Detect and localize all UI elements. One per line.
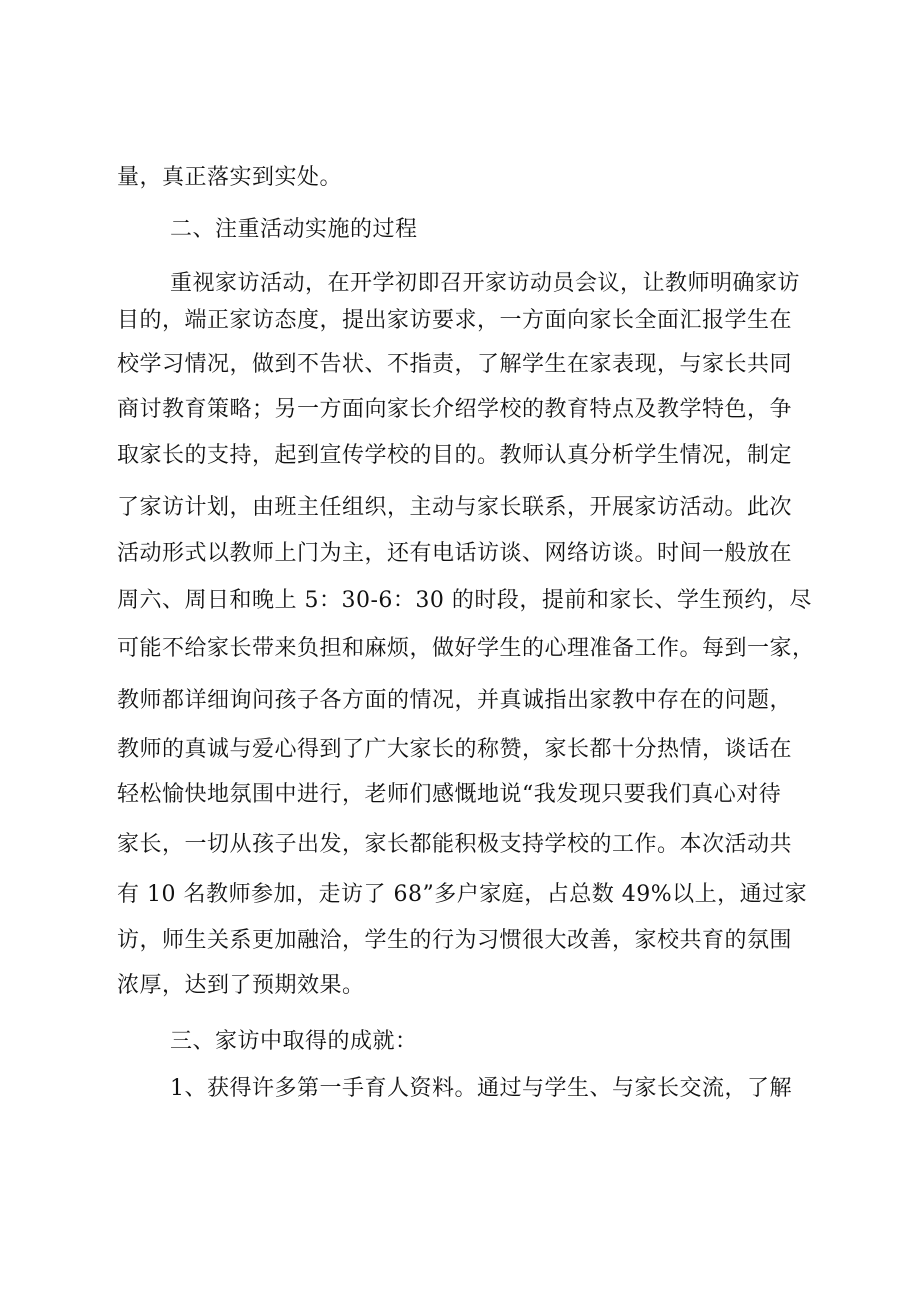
text-line: 目的，端正家访态度，提出家访要求，一方面向家长全面汇报学生在 (117, 308, 793, 333)
text-line: 轻松愉快地氛围中进行，老师们感慨地说“我发现只要我们真心对待 (117, 782, 782, 807)
text-line: 量，真正落实到实处。 (117, 165, 343, 190)
section-heading: 三、家访中取得的成就： (170, 1029, 418, 1054)
text-line: 1、获得许多第一手育人资料。通过与学生、与家长交流，了解 (170, 1076, 792, 1101)
section-heading: 二、注重活动实施的过程 (170, 217, 418, 242)
text-line: 浓厚，达到了预期效果。 (117, 973, 365, 998)
text-line: 重视家访活动，在开学初即召开家访动员会议，让教师明确家访 (170, 271, 801, 296)
text-line: 校学习情况，做到不告状、不指责，了解学生在家表现，与家长共同 (117, 352, 793, 377)
text-line: 有 10 名教师参加，走访了 68”多户家庭，占总数 49%以上，通过家 (117, 882, 808, 907)
text-line: 取家长的支持，起到宣传学校的目的。教师认真分析学生情况，制定 (117, 443, 793, 468)
text-line: 家长，一切从孩子出发，家长都能积极支持学校的工作。本次活动共 (117, 832, 793, 857)
text-line: 了家访计划，由班主任组织，主动与家长联系，开展家访活动。此次 (117, 495, 793, 520)
text-line: 周六、周日和晚上 5：30-6：30 的时段，提前和家长、学生预约，尽 (117, 588, 812, 613)
text-line: 教师都详细询问孩子各方面的情况，并真诚指出家教中存在的问题， (117, 688, 793, 713)
text-line: 活动形式以教师上门为主，还有电话访谈、网络访谈。时间一般放在 (117, 541, 793, 566)
text-line: 访，师生关系更加融洽，学生的行为习惯很大改善，家校共育的氛围 (117, 928, 793, 953)
text-line: 教师的真诚与爱心得到了广大家长的称赞，家长都十分热情，谈话在 (117, 737, 793, 762)
text-line: 商讨教育策略；另一方面向家长介绍学校的教育特点及教学特色，争 (117, 397, 793, 422)
text-line: 可能不给家长带来负担和麻烦，做好学生的心理准备工作。每到一家， (117, 636, 815, 661)
